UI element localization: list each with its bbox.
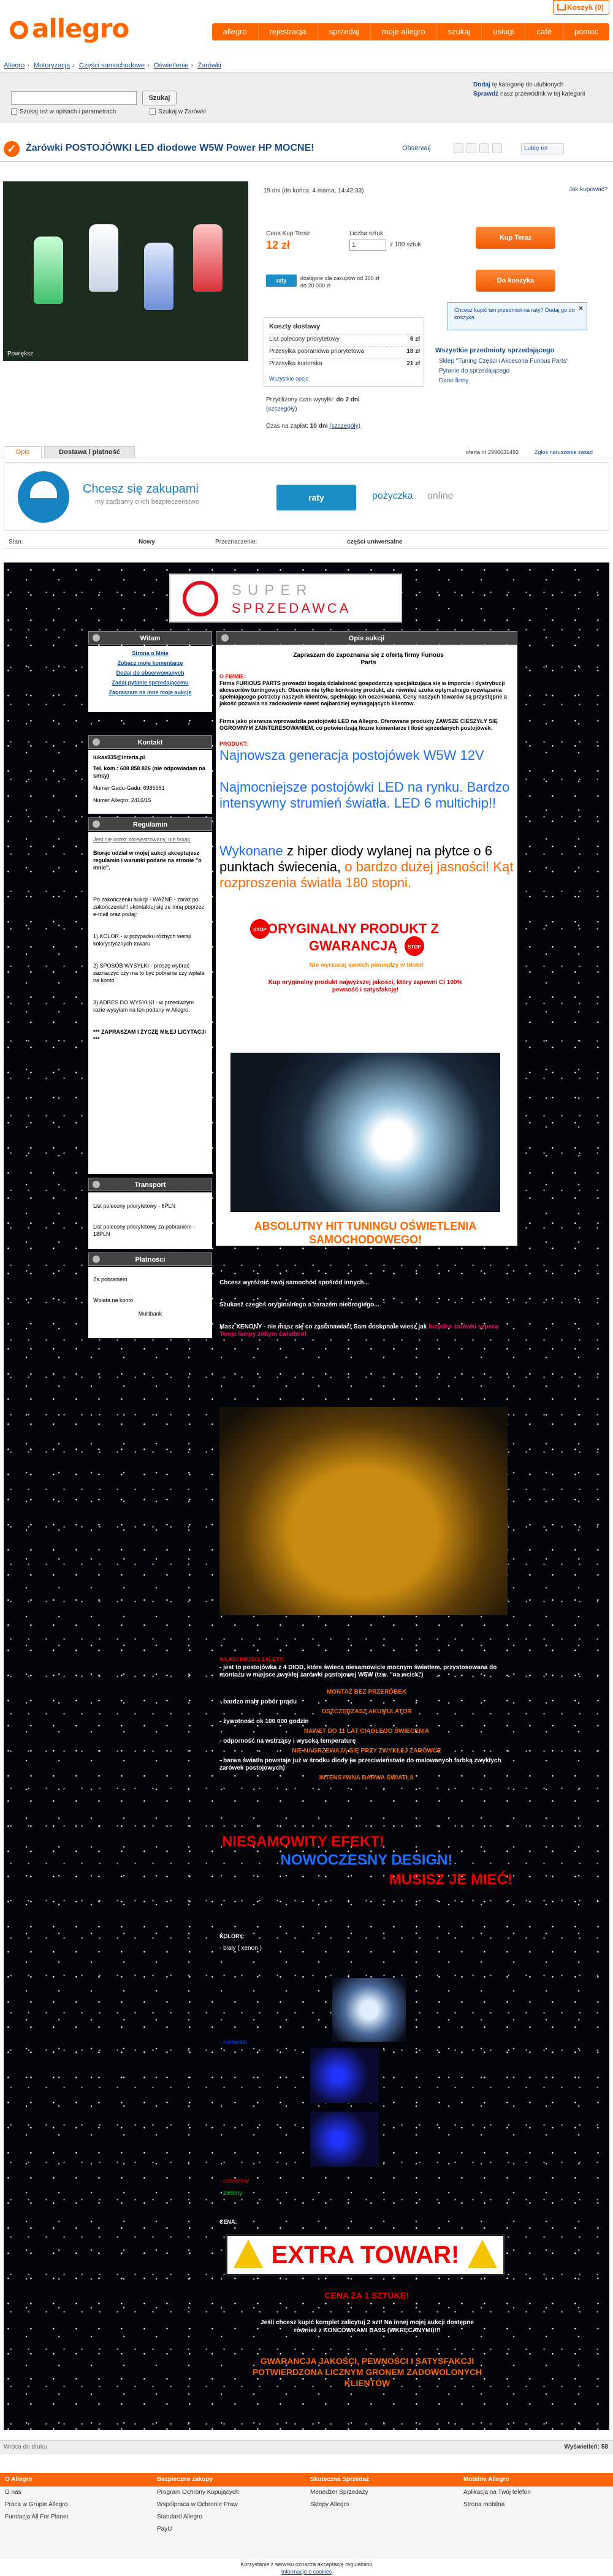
bottom-bar	[0, 2440, 613, 2453]
contact-icon	[93, 738, 100, 746]
report-violation-link[interactable]: Zgłoś naruszenie zasad	[535, 449, 593, 455]
breadcrumb-item[interactable]: Allegro	[4, 62, 25, 69]
add-favorite-link[interactable]: Dodaj	[473, 81, 490, 88]
param-label: Stan:	[9, 539, 23, 545]
effect-1: NIESAMOWITY EFEKT!	[222, 1833, 384, 1850]
footer-link[interactable]: Strona mobilna	[463, 2501, 505, 2508]
breadcrumb: Allegro › Motoryzacja › Części samochodowe › Oświetlenie › Żarówki	[4, 62, 221, 69]
bulb-green-image	[34, 237, 63, 304]
allegro-logo[interactable]	[4, 13, 129, 50]
regulamin-header: Regulamin	[88, 817, 212, 831]
shipping-box	[264, 317, 424, 387]
print-icon[interactable]	[454, 143, 463, 153]
banner-online: online	[427, 491, 454, 501]
info-icon	[221, 634, 229, 642]
price: 12 zł	[266, 239, 291, 251]
info-icon	[93, 634, 100, 642]
view-counter: Wyświetleń: 58	[564, 2444, 608, 2450]
color-red: - czerwony	[219, 2178, 249, 2184]
tab-shipping-payment[interactable]: Dostawa i płatność	[44, 446, 135, 458]
search-desc-option[interactable]: Szukaj też w opisach i parametrach	[11, 108, 132, 115]
effect-3: MUSISZ JE MIEĆ!	[389, 1871, 512, 1888]
param-value: części uniwersalne	[347, 539, 403, 545]
page-footer	[0, 2473, 613, 2559]
cart-label: Koszyk (0)	[566, 3, 604, 12]
how-to-buy-link[interactable]: Jak kupować?	[569, 186, 608, 193]
warning-icon	[468, 2240, 497, 2268]
banner-subtitle: my zadbamy o ich bezpieczeństwo	[95, 498, 199, 506]
bulb-red-image	[193, 224, 223, 292]
copyright: Korzystanie z serwisu oznacza akceptację regulaminu Informacje o cookies	[240, 2561, 373, 2575]
warning-icon	[234, 2240, 263, 2268]
advantage-1: - jest to postojówka z 4 DIOD, które świecą niesamowicie mocnym światłem, przystosowana do montażu w miejsce zwykłej żarówki postojowej W5W (tzw. "na wcisk")	[219, 1664, 497, 1678]
shipping-title: Koszty dostawy	[269, 323, 321, 330]
shipping-row: Przesyłka pobraniowa priorytetowa 18 zł	[269, 346, 420, 355]
question-3: Masz XENONY - nie masz się co zastanawiać! Sam doskonale wiesz jak brzydko żarówki szpecą Twoje lampy żółtym światłem!	[219, 1324, 499, 1338]
search-button[interactable]: Szukaj	[142, 91, 177, 105]
search-input[interactable]	[11, 91, 137, 105]
checkbox-icon[interactable]	[11, 108, 17, 115]
white-xenon-photo	[332, 1978, 406, 2042]
param-label: Przeznaczenie:	[215, 539, 257, 545]
item-params	[4, 536, 609, 549]
bulb-blue-image	[144, 243, 173, 310]
search-tips: Dodaj tę kategorię do ulubionych Sprawdź nasz przewodnik w tej kategorii	[473, 81, 585, 97]
advantage-1-highlight: MONTAŻ BEZ PRZERÓBEK	[326, 1689, 407, 1695]
tab-description[interactable]: Opis	[4, 446, 42, 458]
nav-item-search[interactable]: szukaj	[436, 23, 482, 40]
product-line-1: Najnowsza generacja postojówek W5W 12V	[219, 748, 484, 763]
cart-button[interactable]	[553, 0, 609, 15]
footer-link[interactable]: Program Ochrony Kupujących	[157, 2489, 239, 2496]
nav-item-sell[interactable]: sprzedaj	[318, 23, 370, 40]
breadcrumb-item[interactable]: Części samochodowe	[79, 62, 145, 69]
question-2: Szukasz czegoś oryginalnego a zarazem niedrogiego...	[219, 1301, 379, 1308]
advantage-3-highlight: NAWET DO 11 LAT CIĄGŁEGO ŚWIECENIA	[303, 1728, 430, 1735]
offer-title-bar	[0, 136, 613, 162]
super-seller-icon	[183, 581, 218, 616]
about-me-link[interactable]: Strona o Mnie	[132, 650, 169, 656]
logo-wordmark: allegro	[32, 13, 129, 44]
banner-pozyczka: pożyczka	[372, 491, 413, 501]
page-header	[0, 0, 613, 56]
footer-link[interactable]: Sklepy Allegro	[310, 2501, 349, 2508]
mail-icon[interactable]	[466, 143, 476, 153]
about-text-2: Firma jako pierwsza wprowadziła postojówki LED na Allegro. Oferowane produkty ZAWSZE CIESZYŁY SIĘ OGROMNYM ZAINTERESOWANIEM, co potwierdzają liczne komentarze i ilość sprzedanych postojówek.	[219, 718, 498, 731]
nav-item-services[interactable]: usługi	[481, 23, 525, 40]
nav-item-my-allegro[interactable]: moje allegro	[370, 23, 436, 40]
observe-link[interactable]: Obserwuj	[402, 145, 431, 152]
other-auctions-link[interactable]: Zapraszam na inne moje aukcje	[109, 689, 192, 695]
payu-banner[interactable]	[4, 462, 609, 531]
breadcrumb-item[interactable]: Oświetlenie	[153, 62, 189, 69]
buy-now-button[interactable]: Kup Teraz	[476, 227, 555, 249]
footer-col-safe: Bezpieczne zakupy Program Ochrony Kupujących Współpraca w Ochronie Praw Standard Allegro PayU	[157, 2473, 238, 2536]
transport-header: Transport	[88, 1178, 212, 1191]
bulb-white-image	[89, 224, 118, 292]
advantage-3: - żywotność ok 100 000 godzin	[219, 1718, 309, 1725]
seller-question-link[interactable]: Pytanie do sprzedającego	[439, 368, 510, 374]
about-text: Firma FURIOUS PARTS prowadzi bogatą działalność gospodarczą specjalizującą się w imporcie i dystrybucji akcesoriów tuningowych. Obecnie nie tylko konkretny produkt, ale również szuka optymalnego rozwiązania spełniającego potrzeby naszych klientów, spełniając ich oczekiwania. Ceny naszych towarów są przystępne a jakość pozwala na zadowolenie nawet najbardziej wymagających klientów.	[219, 680, 507, 707]
checkbox-icon[interactable]	[150, 108, 156, 115]
kontakt-box: lukas935@interia.pl Tel. kom.: 608 858 826 (nie odpowiadam na smsy) Numer Gadu-Gadu: 6985681 Numer Allegro: 2416/15	[88, 750, 212, 814]
ask-seller-link[interactable]: Zadaj pytanie sprzedającemu	[112, 680, 189, 686]
footer-col-about: O Allegro O nas Praca w Grupie Allegro Fundacja All For Planet	[5, 2473, 68, 2523]
raty-logo: raty	[266, 275, 297, 287]
footer-link[interactable]: PayU	[157, 2526, 172, 2532]
footer-link[interactable]: Praca w Grupie Allegro	[5, 2501, 68, 2508]
search-options	[11, 108, 238, 115]
no-money-text: Nie wyrzucaj swoich pieniędzy w błoto!	[309, 962, 424, 969]
banner-title: Chcesz się zakupami	[83, 482, 199, 496]
breadcrumb-item[interactable]: Motoryzacja	[33, 62, 70, 69]
footer-link[interactable]: O nas	[5, 2489, 21, 2496]
product-line-2: Najmocniejsze postojówki LED na rynku. Bardzo intensywny strumień światła. LED 6 multichip!!	[219, 779, 510, 811]
question-1: Chcesz wyróżnić swój samochód spośród innych...	[219, 1279, 369, 1286]
payment-time-details-link[interactable]: (szczegóły)	[329, 423, 360, 430]
contact-email[interactable]: lukas935@interia.pl	[93, 754, 145, 760]
main-nav	[212, 23, 609, 40]
shipping-all-link[interactable]: Wszystkie opcje	[269, 376, 309, 382]
seller-all-items-link[interactable]: Wszystkie przedmioty sprzedającego	[435, 347, 555, 354]
footer-link[interactable]: Fundacja All For Planet	[5, 2513, 69, 2520]
nav-item-cafe[interactable]: café	[525, 23, 563, 40]
price-per-piece: CENA ZA 1 SZTUKĘ!	[324, 2290, 409, 2300]
platnosci-header: Płatności	[88, 1252, 212, 1266]
shipping-row: List polecony priorytetowy 6 zł	[269, 334, 420, 343]
advantage-2-highlight: OSZCZĘDZASZ AKUMULATOR	[321, 1708, 412, 1715]
page-title: Żarówki POSTOJÓWKI LED diodowe W5W Power HP MOCNE!	[26, 143, 314, 153]
logo-circle-icon	[10, 21, 28, 39]
shipping-time: Przybliżony czas wysyłki: do 2 dni	[266, 396, 360, 403]
offer-number: oferta nr 2996031492	[466, 449, 519, 455]
extra-towar-banner: EXTRA TOWAR!	[226, 2234, 505, 2276]
zoom-link[interactable]: Powiększ	[7, 350, 34, 357]
hit-heading: ABSOLUTNY HIT TUNINGU OŚWIETLENIA SAMOCHODOWEGO!	[254, 1220, 477, 1246]
footer-col-mobile: Mobilne Allegro Aplikacja na Twój telefon Strona mobilna	[463, 2473, 531, 2511]
truck-icon	[93, 1181, 100, 1188]
colors-heading: KOLORY:	[219, 1933, 245, 1939]
nav-item-register[interactable]: rejestracja	[258, 23, 318, 40]
shipping-row: Przesyłka kurierska 21 zł	[269, 358, 420, 367]
close-icon[interactable]: ×	[578, 304, 583, 313]
about-heading: O FIRMIE:	[219, 673, 246, 680]
auction-description	[4, 563, 609, 2430]
intro-text: Zapraszam do zapoznania się z ofertą firmy Furious Parts	[293, 652, 444, 666]
footer-col-sell: Skuteczna Sprzedaż Menedżer Sprzedaży Sklepy Allegro	[310, 2473, 369, 2511]
raty-info: dostępne dla zakupów od 300 zł do 20 000 zł	[300, 275, 379, 289]
seller-company-link[interactable]: Dane firmy	[439, 377, 469, 384]
opis-header: Opis aukcji	[216, 631, 517, 645]
product-image[interactable]	[3, 181, 248, 361]
share-icons	[454, 143, 502, 153]
nav-item-help[interactable]: pomoc	[563, 23, 609, 40]
kontakt-header: Kontakt	[88, 735, 212, 749]
blue-led-photo-2	[310, 2112, 379, 2167]
footer-link[interactable]: Menedżer Sprzedaży	[310, 2489, 368, 2496]
guide-link[interactable]: Sprawdź	[473, 91, 499, 97]
color-green: - zielony	[219, 2190, 243, 2197]
witam-header: Witam	[88, 631, 212, 645]
footer-link[interactable]: Aplikacja na Twój telefon	[463, 2489, 531, 2496]
stop-sign-icon: STOP	[403, 935, 425, 957]
price-heading: CENA:	[219, 2219, 237, 2225]
breadcrumb-item[interactable]: Żarówki	[197, 62, 221, 69]
payment-time: Czas na zapłat: 10 dni (szczegóły)	[266, 423, 360, 430]
advantage-4-highlight: NIE NAGRZEWAJĄ SIĘ PRZY ZWYKŁEJ ŻARÓWCE	[292, 1748, 441, 1754]
advantage-2: - bardzo mały pobór prądu	[219, 1699, 297, 1705]
quantity-available: z 100 sztuk	[390, 241, 421, 248]
advantages-heading: WŁAŚCIWOŚCI ZALETY:	[219, 1656, 284, 1662]
price-label: Cena Kup Teraz	[266, 230, 310, 237]
observe-seller-link[interactable]: Dodaj do obserwowanych	[116, 670, 185, 676]
facebook-like-button[interactable]: Lubię to!	[521, 143, 564, 154]
quantity-input[interactable]: 1	[349, 240, 386, 251]
witam-box	[88, 646, 212, 712]
product-heading: PRODUKT:	[219, 741, 248, 747]
back-link[interactable]: Wróca do druku	[4, 2444, 47, 2450]
stop-sign-icon: STOP	[249, 918, 271, 940]
seller-shop-link[interactable]: Sklep "Tuning Części i Akcesoria Furious Parts"	[439, 358, 569, 365]
color-blue: - niebieski	[219, 2039, 248, 2046]
regulamin-box: Jest cię przez zarejestrowany, nie bojąc Biorąc udział w mojej aukcji akceptujesz regulamin i warunki podane na stronie "o mnie". Po zakończeniu aukcji - WAŻNE - zaraz po zakończeniu!!! skontaktuj się ze mną poprzez e-mail oraz podaj: 1) KOLOR - w przypadku różnych wersji kolorystycznych towaru 2) SPOSÓB WYSYŁKI - proszę wybrać zaznaczyć czy ma to być pobranie czy wpłata na konto 3) ADRES DO WYSYŁKI - w przeciwnym razie wysyłam na ten podany w Allegro. *** ZAPRASZAM I ŻYCZĘ MIŁEJ LICYTACJI ***	[88, 832, 212, 1174]
car-headlight-photo	[219, 1407, 508, 1615]
effect-2: NOWOCZESNY DESIGN!	[280, 1852, 453, 1868]
super-seller-badge: SUPER SPRZEDAWCA	[169, 574, 402, 623]
raty-logo: raty	[276, 485, 356, 510]
add-to-cart-button[interactable]: Do koszyka	[476, 270, 555, 292]
gplus-icon[interactable]	[492, 143, 502, 153]
platnosci-box: Za pobraniem Wpłata na konto Multibank	[88, 1267, 212, 1338]
offer-end-time: 19 dni (do końca: 4 marca, 14:42:33)	[264, 188, 364, 194]
guarantee-text: Kup oryginalny produkt najwyższej jakości, który zapewni Ci 100% pewność i satysfakcję!	[268, 979, 463, 993]
cookies-link[interactable]: Informacje o cookies	[281, 2569, 332, 2575]
cart-icon	[557, 4, 566, 10]
search-bar	[0, 72, 613, 123]
rules-icon	[93, 820, 100, 828]
led-bulb-photo	[230, 1053, 500, 1212]
quantity-label: Liczba sztuk	[349, 230, 384, 237]
color-white: - biały ( xenon )	[219, 1945, 262, 1952]
payment-icon	[93, 1256, 100, 1263]
comments-link[interactable]: Zobacz moje komentarze	[117, 660, 183, 666]
advantage-5-highlight: INTENSYWNA BARWA ŚWIATŁA	[319, 1775, 414, 1781]
advantage-4: - odporność na wstrząsy i wysoką temperaturę	[219, 1738, 356, 1744]
share-icon[interactable]	[479, 143, 489, 153]
advantage-5: - barwa światła powstaje już w środku diody (w przeciwieństwie do malowanych farbką zwykłych żarówek postojowych)	[219, 1757, 501, 1771]
bundle-text: Jeśli chcesz kupić komplet zalicytuj 2 szt! Na innej mojej aukcji dostępne również z KOŃCÓWKAMI BA9S (WKRĘCANYMI)!!!	[261, 2319, 474, 2334]
footer-link[interactable]: Współpraca w Ochronie Praw	[157, 2501, 238, 2508]
product-line-3: Wykonane z hiper diody wylanej na płytce o 6 punktach świecenia, o bardzo dużej jasności! Kąt rozproszenia światła 180 stopni.	[219, 843, 514, 890]
footer-link[interactable]: Standard Allegro	[157, 2513, 202, 2520]
installment-tooltip: × Chcesz kupić ten przedmiot na raty? Dodaj go do koszyka.	[447, 302, 587, 330]
original-heading: ORYGINALNY PRODUKT Z GWARANCJĄ	[267, 921, 439, 953]
transport-box: List polecony priorytetowy - 6PLN List polecony priorytetowy za pobraniem - 18PLN	[88, 1192, 212, 1249]
nav-item-allegro[interactable]: allegro	[223, 27, 247, 36]
shipping-time-details-link[interactable]: (szczegóły)	[266, 406, 297, 412]
offer-tabs	[0, 445, 613, 458]
checkmark-icon: ✓	[4, 141, 20, 157]
umbrella-icon	[18, 471, 69, 523]
blue-led-photo	[310, 2048, 379, 2103]
final-guarantee: GWARANCJA JAKOŚCI, PEWNOŚCI I SATYSFAKCJI POTWIERDZONA LICZNYM GRONEM ZADOWOLONYCH KLIENTÓW	[252, 2356, 482, 2388]
search-category-option[interactable]: Szukaj w Żarówki	[150, 108, 222, 115]
param-value: Nowy	[139, 539, 155, 545]
